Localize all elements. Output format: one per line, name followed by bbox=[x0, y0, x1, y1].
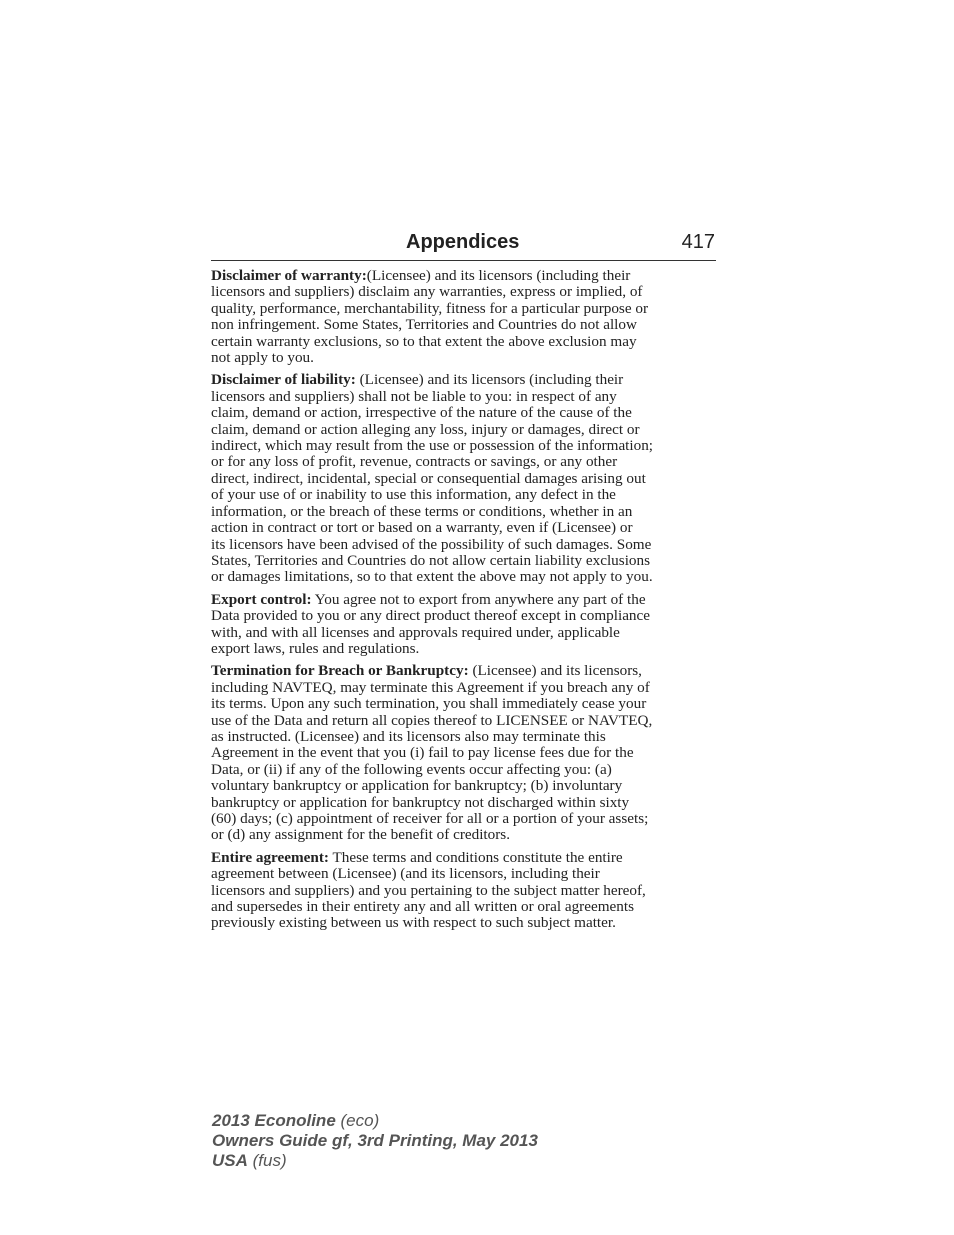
paragraph-text: voluntary bankruptcy or application for bankruptcy; (b) involuntary bbox=[211, 777, 623, 795]
footer-guide: Owners Guide gf, 3rd Printing, May 2013 bbox=[212, 1131, 538, 1150]
paragraph-text: direct, indirect, incidental, special or consequential damages arising out bbox=[211, 469, 646, 487]
paragraph-text: or for any loss of profit, revenue, contracts or savings, or any other bbox=[211, 453, 618, 471]
footer-region-line bbox=[212, 1151, 538, 1171]
text-line bbox=[211, 389, 717, 405]
paragraph-text: You agree not to export from anywhere any part of the bbox=[311, 590, 646, 608]
paragraph-text: These terms and conditions constitute the entire bbox=[328, 848, 623, 866]
paragraph-text: its licensors have been advised of the possibility of such damages. Some bbox=[211, 535, 652, 553]
text-line bbox=[211, 850, 717, 866]
text-line bbox=[211, 663, 717, 679]
paragraph-text: Data provided to you or any direct product thereof except in compliance bbox=[211, 607, 651, 625]
page-header bbox=[211, 228, 716, 261]
text-line bbox=[211, 608, 717, 624]
paragraph-text: (Licensee) and its licensors, bbox=[468, 662, 642, 680]
paragraph bbox=[211, 268, 717, 366]
paragraph-heading: Export control: bbox=[211, 590, 312, 608]
text-line bbox=[211, 454, 717, 470]
paragraph-text: including NAVTEQ, may terminate this Agreement if you breach any of bbox=[211, 678, 650, 696]
paragraph-text: claim, demand or action, irrespective of the nature of the cause of the bbox=[211, 404, 632, 422]
text-line bbox=[211, 569, 717, 585]
paragraph-text: indirect, which may result from the use or possession of the information; bbox=[211, 437, 654, 455]
text-line bbox=[211, 625, 717, 641]
page-number: 417 bbox=[681, 231, 715, 253]
text-line bbox=[211, 713, 717, 729]
paragraph-text: its terms. Upon any such termination, you shall immediately cease your bbox=[211, 695, 647, 713]
section-title: Appendices bbox=[406, 231, 520, 253]
paragraph-text: bankruptcy or application for bankruptcy not discharged within sixty bbox=[211, 793, 630, 811]
paragraph-text: or damages limitations, so to that extent the above may not apply to you. bbox=[211, 568, 653, 586]
paragraph-text: agreement between (Licensee) (and its licensors, including their bbox=[211, 865, 600, 883]
paragraph bbox=[211, 663, 717, 843]
text-line bbox=[211, 520, 717, 536]
paragraph-heading: Termination for Breach or Bankruptcy: bbox=[211, 662, 469, 680]
paragraph-text: (60) days; (c) appointment of receiver for all or a portion of your assets; bbox=[211, 810, 649, 827]
text-line bbox=[211, 350, 717, 366]
text-line bbox=[211, 680, 717, 696]
text-line bbox=[211, 422, 717, 438]
paragraph-text: with, and with all licenses and approvals required under, applicable bbox=[211, 623, 620, 641]
text-line bbox=[211, 504, 717, 520]
text-line bbox=[211, 795, 717, 811]
text-line bbox=[211, 487, 717, 503]
paragraph-text: licensors and suppliers) and you pertaining to the subject matter hereof, bbox=[211, 881, 646, 899]
text-line bbox=[211, 696, 717, 712]
footer-model-code: (eco) bbox=[335, 1111, 380, 1130]
paragraph-text: quality, performance, merchantability, fitness for a particular purpose or bbox=[211, 299, 649, 317]
paragraph bbox=[211, 850, 717, 932]
text-line bbox=[211, 762, 717, 778]
text-line bbox=[211, 915, 717, 931]
footer-model-line bbox=[212, 1111, 538, 1131]
text-line bbox=[211, 866, 717, 882]
paragraph-heading: Disclaimer of liability: bbox=[211, 371, 356, 389]
paragraph-text: use of the Data and return all copies thereof to LICENSEE or NAVTEQ, bbox=[211, 711, 653, 729]
text-line bbox=[211, 899, 717, 915]
paragraph-text: Data, or (ii) if any of the following events occur affecting you: (a) bbox=[211, 760, 612, 778]
text-line bbox=[211, 811, 717, 827]
text-line bbox=[211, 268, 717, 284]
text-line bbox=[211, 778, 717, 794]
paragraph-heading: Disclaimer of warranty: bbox=[211, 267, 367, 284]
text-line bbox=[211, 334, 717, 350]
paragraph-text: non infringement. Some States, Territories and Countries do not allow bbox=[211, 316, 637, 334]
text-line bbox=[211, 745, 717, 761]
text-line bbox=[211, 537, 717, 553]
paragraph-text: (Licensee) and its licensors (including their bbox=[366, 267, 631, 284]
paragraph bbox=[211, 592, 717, 658]
paragraph-heading: Entire agreement: bbox=[211, 848, 329, 866]
text-line bbox=[211, 592, 717, 608]
footer-model: 2013 Econoline bbox=[212, 1111, 336, 1130]
text-line bbox=[211, 471, 717, 487]
text-line bbox=[211, 301, 717, 317]
text-line bbox=[211, 372, 717, 388]
paragraph-text: of your use of or inability to use this information, any defect in the bbox=[211, 486, 616, 504]
paragraph-text: as instructed. (Licensee) and its licensors also may terminate this bbox=[211, 727, 606, 745]
paragraph-text: and supersedes in their entirety any and all written or oral agreements bbox=[211, 898, 634, 916]
paragraph-text: action in contract or tort or based on a warranty, even if (Licensee) or bbox=[211, 519, 633, 537]
text-line bbox=[211, 553, 717, 569]
paragraph-text: not apply to you. bbox=[211, 349, 314, 367]
footer-region: USA bbox=[212, 1151, 248, 1170]
text-line bbox=[211, 729, 717, 745]
paragraph-text: previously existing between us with respect to such subject matter. bbox=[211, 914, 616, 932]
footer-region-code: (fus) bbox=[247, 1151, 287, 1170]
paragraph-text: States, Territories and Countries do not allow certain liability exclusions bbox=[211, 551, 651, 569]
paragraph-text: licensors and suppliers) shall not be liable to you: in respect of any bbox=[211, 387, 617, 405]
paragraph-text: licensors and suppliers) disclaim any warranties, express or implied, of bbox=[211, 283, 643, 301]
page-footer bbox=[212, 1111, 538, 1171]
text-line bbox=[211, 284, 717, 300]
text-line bbox=[211, 317, 717, 333]
paragraph-text: export laws, rules and regulations. bbox=[211, 639, 420, 657]
text-line bbox=[211, 405, 717, 421]
paragraph-text: Agreement in the event that you (i) fail to pay license fees due for the bbox=[211, 744, 634, 762]
paragraph-text: claim, demand or action alleging any loss, injury or damages, direct or bbox=[211, 420, 640, 438]
text-line bbox=[211, 641, 717, 657]
text-line bbox=[211, 883, 717, 899]
paragraph-text: or (d) any assignment for the benefit of creditors. bbox=[211, 826, 511, 844]
paragraph-text: (Licensee) and its licensors (including their bbox=[355, 371, 624, 389]
paragraph bbox=[211, 372, 717, 585]
body-text bbox=[211, 268, 717, 938]
paragraph-text: information, or the breach of these terms or conditions, whether in an bbox=[211, 502, 633, 520]
text-line bbox=[211, 438, 717, 454]
text-line bbox=[211, 827, 717, 843]
paragraph-text: certain warranty exclusions, so to that extent the above exclusion may bbox=[211, 332, 637, 350]
